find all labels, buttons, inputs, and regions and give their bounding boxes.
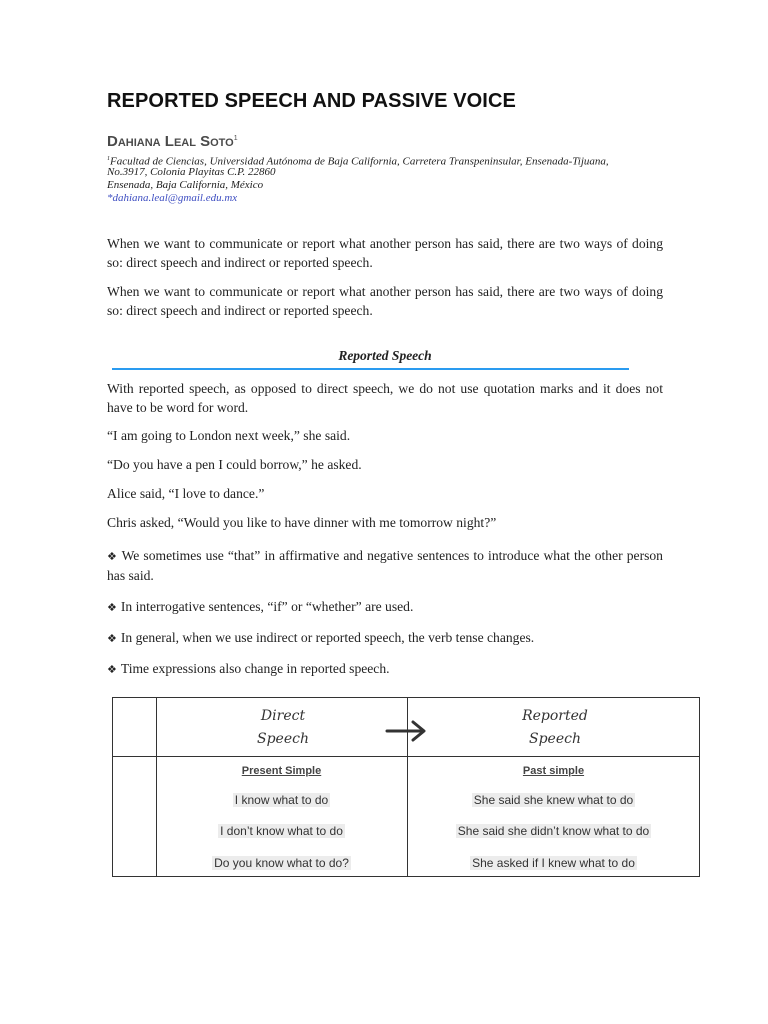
example-3: Alice said, “I love to dance.” xyxy=(107,486,265,501)
reported-speech-line-2: Speech xyxy=(529,731,581,747)
intro-paragraph-1: When we want to communicate or report what another person has said, there are two ways of doing so: direct speech and indirect or reported speech. xyxy=(107,236,663,270)
bullet-item-3-text: In general, when we use indirect or reported speech, the verb tense changes. xyxy=(120,630,535,645)
arrow-right-icon xyxy=(385,718,429,744)
present-simple-header: Present Simple xyxy=(241,765,322,777)
diamond-bullet-icon: ❖ xyxy=(107,663,117,676)
past-row-1-text: She said she knew what to do xyxy=(473,793,634,807)
example-1: “I am going to London next week,” she said. xyxy=(107,428,351,443)
bullet-item-2 xyxy=(107,597,663,617)
bullet-item-1 xyxy=(107,546,663,585)
example-4: Chris asked, “Would you like to have dinner with me tomorrow night?” xyxy=(107,515,497,530)
author-name xyxy=(107,133,238,150)
affiliation-superscript: 1 xyxy=(107,156,110,162)
section-paragraph: With reported speech, as opposed to direct speech, we do not use quotation marks and it does not have to be word for word. xyxy=(107,381,663,415)
bullet-item-1-text: We sometimes use “that” in affirmative and negative sentences to introduce what the other person has said. xyxy=(107,548,663,583)
table-row-divider xyxy=(113,756,699,757)
past-row-2 xyxy=(407,824,700,838)
present-row-1-text: I know what to do xyxy=(234,793,329,807)
direct-speech-line-2: Speech xyxy=(257,731,309,747)
past-simple-header: Past simple xyxy=(522,765,585,777)
present-row-3 xyxy=(156,856,407,870)
table-column-divider xyxy=(156,698,157,876)
bullet-item-3 xyxy=(107,628,663,648)
past-row-2-text: She said she didn’t know what to do xyxy=(457,824,650,838)
author-name-text: Dahiana Leal Soto xyxy=(107,133,234,150)
example-2: “Do you have a pen I could borrow,” he asked. xyxy=(107,457,362,472)
past-row-3-text: She asked if I knew what to do xyxy=(472,856,635,870)
diamond-bullet-icon: ❖ xyxy=(107,601,117,614)
present-row-2 xyxy=(156,824,407,838)
affiliation-line-2: No.3917, Colonia Playitas C.P. 22860 xyxy=(107,166,276,178)
reported-speech-line-1: Reported xyxy=(522,708,588,724)
present-row-2-text: I don’t know what to do xyxy=(220,824,343,838)
bullet-item-4-text: Time expressions also change in reported speech. xyxy=(120,661,390,676)
diamond-bullet-icon: ❖ xyxy=(107,550,118,563)
section-heading xyxy=(0,348,768,364)
direct-speech-label xyxy=(240,705,326,751)
page-title: REPORTED SPEECH AND PASSIVE VOICE xyxy=(107,90,516,112)
reported-speech-label xyxy=(505,705,605,751)
section-divider xyxy=(112,368,629,370)
bullet-item-2-text: In interrogative sentences, “if” or “whether” are used. xyxy=(120,599,414,614)
section-heading-text: Reported Speech xyxy=(338,348,432,363)
present-row-3-text: Do you know what to do? xyxy=(214,856,349,870)
affiliation-line-3: Ensenada, Baja California, México xyxy=(107,179,264,191)
author-superscript: 1 xyxy=(233,135,238,142)
bullet-item-4 xyxy=(107,659,663,679)
direct-speech-line-1: Direct xyxy=(260,708,306,724)
past-row-1 xyxy=(407,793,700,807)
intro-paragraph-2: When we want to communicate or report what another person has said, there are two ways of doing so: direct speech and indirect or reported speech. xyxy=(107,284,663,318)
diamond-bullet-icon: ❖ xyxy=(107,632,117,645)
affiliation-line-1-text: Facultad de Ciencias, Universidad Autónoma de Baja California, Carretera Transpeninsular, Ensenada-Tijuana, xyxy=(110,155,609,168)
author-email[interactable]: *dahiana.leal@gmail.edu.mx xyxy=(107,192,238,204)
past-row-3 xyxy=(407,856,700,870)
present-row-1 xyxy=(156,793,407,807)
